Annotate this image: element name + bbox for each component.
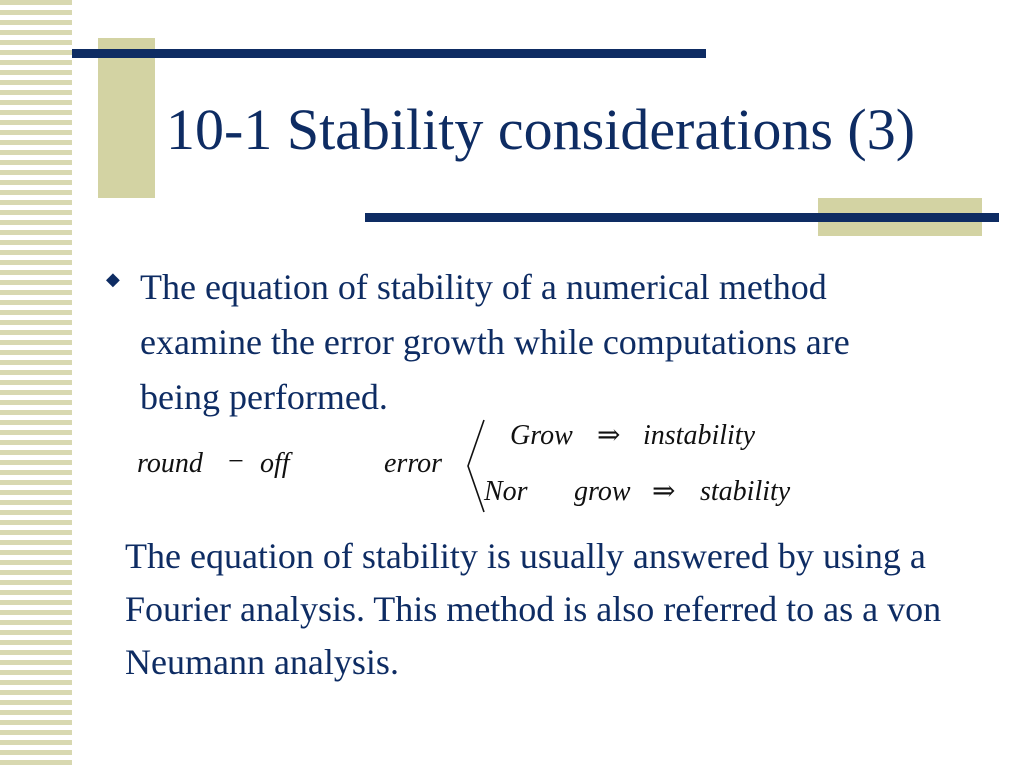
decorative-block-top [98, 38, 155, 198]
eq-round: round [137, 448, 203, 479]
eq-error: error [384, 448, 443, 479]
slide-title: 10-1 Stability considerations (3) [166, 97, 916, 162]
eq-nor: Nor [484, 476, 528, 507]
diamond-bullet-icon: ◆ [106, 269, 120, 289]
eq-minus: − [228, 446, 244, 477]
eq-off: off [260, 448, 290, 479]
eq-instability: instability [643, 420, 755, 451]
eq-brace-icon [462, 418, 486, 514]
body-paragraph: The equation of stability is usually answered by using a Fourier analysis. This method is also referred to as a von Neumann analysis. [125, 536, 942, 682]
bullet-text: The equation of stability of a numerical method examine the error growth while computations are being performed. [140, 267, 850, 417]
stability-equation [0, 410, 1024, 520]
eq-stability: stability [700, 476, 791, 507]
eq-implies-1: ⇒ [597, 420, 621, 451]
decorative-side-stripes [0, 0, 72, 768]
eq-grow: Grow [510, 420, 573, 451]
eq-grow-2: grow [574, 476, 631, 507]
decorative-bar-right [365, 213, 999, 222]
eq-implies-2: ⇒ [652, 476, 676, 507]
decorative-bar-top [72, 49, 706, 58]
